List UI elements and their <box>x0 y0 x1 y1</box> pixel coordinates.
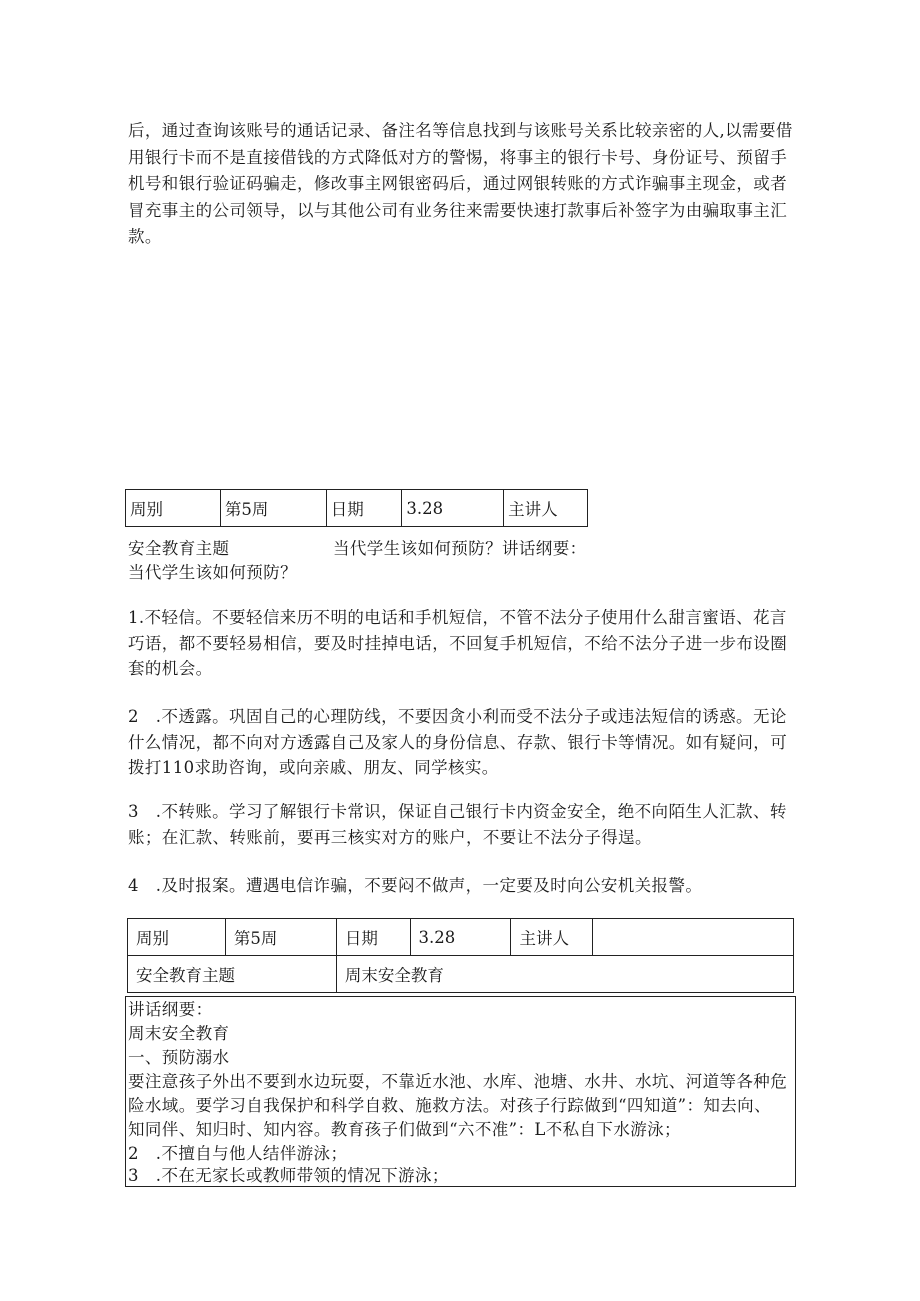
intro-line: 冒充事主的公司领导，以与其他公司有业务往来需要快速打款事后补签字为由骗取事主汇 <box>128 201 788 220</box>
week-value-cell: 第5周 <box>225 919 336 956</box>
date-label-cell: 日期 <box>336 919 410 956</box>
item-line: 巧语，都不要轻易相信，要及时挂掉电话，不回复手机短信，不给不法分子进一步布设圈 <box>128 634 788 653</box>
item-line: 什么情况，都不向对方透露自己及家人的身份信息、存款、银行卡等情况。如有疑问，可 <box>128 733 788 752</box>
table-row <box>128 956 794 993</box>
outline-line: 要注意孩子外出不要到水边玩耍，不靠近水池、水库、池塘、水井、水坑、河道等各种危 <box>128 1072 788 1091</box>
week-label-cell: 周别 <box>126 490 221 527</box>
intro-line: 款。 <box>128 227 162 246</box>
intro-line: 后，通过查询该账号的通话记录、备注名等信息找到与该账号关系比较亲密的人,以需要借 <box>128 121 793 140</box>
topic-value: 当代学生该如何预防？讲话纲要： <box>333 539 587 558</box>
week-value-cell: 第5周 <box>220 490 326 527</box>
speaker-label-cell: 主讲人 <box>504 490 588 527</box>
week-label-cell: 周别 <box>128 919 226 956</box>
schedule-table-1 <box>125 489 588 527</box>
schedule-table-2 <box>127 918 794 993</box>
topic-value-cell: 周末安全教育 <box>336 956 793 993</box>
table-row <box>126 490 588 527</box>
item-line: 拨打110求助咨询，或向亲戚、朋友、同学核实。 <box>128 758 499 777</box>
date-label-cell: 日期 <box>326 490 402 527</box>
speaker-label-cell: 主讲人 <box>511 919 593 956</box>
topic-label-cell: 安全教育主题 <box>128 956 337 993</box>
item-line: 1.不轻信。不要轻信来历不明的电话和手机短信，不管不法分子使用什么甜言蜜语、花言 <box>128 608 787 627</box>
table-row <box>128 919 794 956</box>
intro-line: 用银行卡而不是直接借钱的方式降低对方的警惕，将事主的银行卡号、身份证号、预留手 <box>128 148 788 167</box>
section-subtitle: 当代学生该如何预防？ <box>128 563 297 582</box>
outline-line: 3 .不在无家长或教师带领的情况下游泳； <box>128 1166 449 1185</box>
intro-line: 机号和银行验证码骗走，修改事主网银密码后，通过网银转账的方式诈骗事主现金，或者 <box>128 174 788 193</box>
item-line: 账；在汇款、转账前，要再三核实对方的账户，不要让不法分子得逞。 <box>128 828 652 847</box>
outline-box <box>125 996 796 1187</box>
outline-line: 一、预防溺水 <box>128 1048 230 1067</box>
date-value-cell: 3.28 <box>410 919 511 956</box>
outline-line: 知同伴、知归时、知内容。教育孩子们做到“六不准”：L不私自下水游泳； <box>128 1120 681 1139</box>
outline-line: 2 .不擅自与他人结伴游泳； <box>128 1144 348 1163</box>
item-line: 4 .及时报案。遭遇电信诈骗，不要闷不做声，一定要及时向公安机关报警。 <box>128 876 703 895</box>
outline-line: 险水域。要学习自我保护和科学自救、施救方法。对孩子行踪做到“四知道”：知去向、 <box>128 1096 771 1115</box>
topic-label: 安全教育主题 <box>128 539 230 558</box>
outline-line: 周末安全教育 <box>128 1024 230 1043</box>
date-value-cell: 3.28 <box>402 490 504 527</box>
speaker-value-cell <box>593 919 794 956</box>
item-line: 2 .不透露。巩固自己的心理防线，不要因贪小利而受不法分子或违法短信的诱惑。无论 <box>128 707 787 726</box>
outline-line: 讲话纲要： <box>128 1000 213 1019</box>
item-line: 3 .不转账。学习了解银行卡常识，保证自己银行卡内资金安全，绝不向陌生人汇款、转 <box>128 802 787 821</box>
item-line: 套的机会。 <box>128 659 213 678</box>
